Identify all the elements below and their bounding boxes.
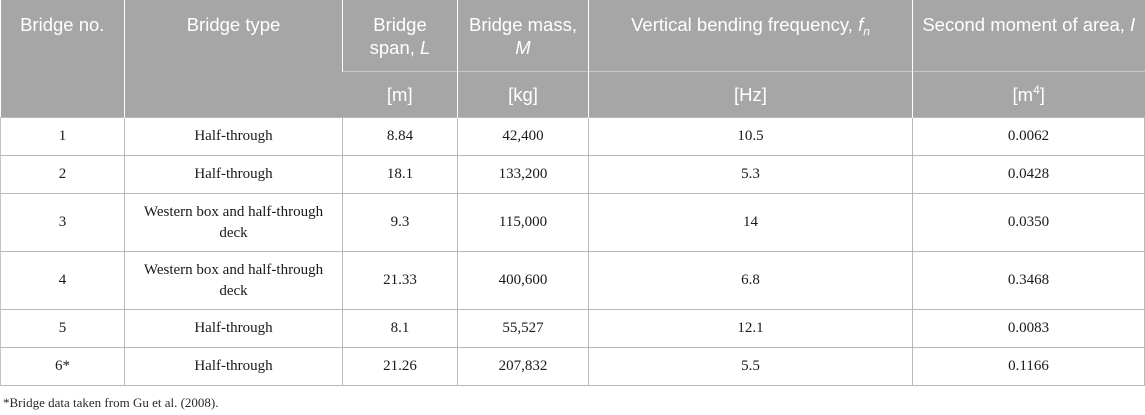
cell-bridge-type: Western box and half-through deck	[125, 252, 343, 310]
cell-bridge-type: Half-through	[125, 310, 343, 348]
unit-inertia-exponent: 4	[1033, 82, 1040, 97]
header-row-labels	[1, 0, 1145, 72]
header-bridge-type-label: Bridge type	[186, 14, 281, 35]
cell-inertia: 0.0062	[913, 118, 1145, 156]
cell-bridge-type: Half-through	[125, 348, 343, 386]
cell-bridge-no: 4	[1, 252, 125, 310]
header-second-moment	[913, 0, 1145, 72]
unit-inertia-prefix: [m	[1012, 84, 1034, 105]
cell-span: 21.26	[343, 348, 458, 386]
header-frequency-label: Vertical bending frequency,	[631, 14, 859, 35]
cell-bridge-no: 1	[1, 118, 125, 156]
unit-span-text: [m]	[386, 84, 413, 105]
table-footnote: *Bridge data taken from Gu et al. (2008).	[3, 395, 219, 410]
unit-mass-text: [kg]	[508, 84, 538, 105]
table-row	[1, 118, 1145, 156]
header-bridge-no-label: Bridge no.	[20, 14, 105, 35]
cell-mass: 55,527	[458, 310, 589, 348]
cell-bridge-no: 3	[1, 194, 125, 252]
cell-bridge-type: Half-through	[125, 118, 343, 156]
cell-frequency: 6.8	[589, 252, 913, 310]
header-bridge-mass	[458, 0, 589, 72]
header-span-symbol: L	[420, 37, 431, 58]
cell-span: 18.1	[343, 156, 458, 194]
cell-frequency: 5.3	[589, 156, 913, 194]
unit-mass	[458, 72, 589, 118]
cell-frequency: 12.1	[589, 310, 913, 348]
cell-inertia: 0.1166	[913, 348, 1145, 386]
header-frequency-symbol: f	[858, 14, 864, 35]
cell-mass: 115,000	[458, 194, 589, 252]
header-inertia-symbol: I	[1130, 14, 1136, 35]
cell-mass: 133,200	[458, 156, 589, 194]
cell-inertia: 0.0350	[913, 194, 1145, 252]
cell-mass: 207,832	[458, 348, 589, 386]
cell-inertia: 0.3468	[913, 252, 1145, 310]
unit-inertia	[913, 72, 1145, 118]
unit-frequency	[589, 72, 913, 118]
table-row	[1, 310, 1145, 348]
unit-frequency-text: [Hz]	[734, 84, 767, 105]
cell-span: 8.84	[343, 118, 458, 156]
cell-inertia: 0.0428	[913, 156, 1145, 194]
table-row	[1, 252, 1145, 310]
table-row	[1, 348, 1145, 386]
unit-span	[343, 72, 458, 118]
unit-inertia-suffix: ]	[1039, 84, 1045, 105]
cell-span: 21.33	[343, 252, 458, 310]
cell-frequency: 10.5	[589, 118, 913, 156]
header-bridge-span	[343, 0, 458, 72]
header-mass-symbol: M	[515, 37, 531, 58]
cell-bridge-type: Half-through	[125, 156, 343, 194]
cell-span: 8.1	[343, 310, 458, 348]
cell-frequency: 14	[589, 194, 913, 252]
header-span-label: Bridge span,	[369, 14, 427, 58]
cell-inertia: 0.0083	[913, 310, 1145, 348]
cell-bridge-no: 5	[1, 310, 125, 348]
header-inertia-label: Second moment of area,	[922, 14, 1131, 35]
header-bridge-type	[125, 0, 343, 118]
table-row	[1, 156, 1145, 194]
table-header	[1, 0, 1145, 118]
cell-bridge-no: 2	[1, 156, 125, 194]
cell-span: 9.3	[343, 194, 458, 252]
header-frequency-subscript: n	[863, 24, 870, 39]
cell-frequency: 5.5	[589, 348, 913, 386]
header-bending-frequency	[589, 0, 913, 72]
header-bridge-no	[1, 0, 125, 118]
header-mass-label: Bridge mass,	[469, 14, 577, 35]
table-body	[1, 118, 1145, 386]
cell-bridge-type: Western box and half-through deck	[125, 194, 343, 252]
table-row	[1, 194, 1145, 252]
cell-bridge-no: 6*	[1, 348, 125, 386]
cell-mass: 42,400	[458, 118, 589, 156]
cell-mass: 400,600	[458, 252, 589, 310]
